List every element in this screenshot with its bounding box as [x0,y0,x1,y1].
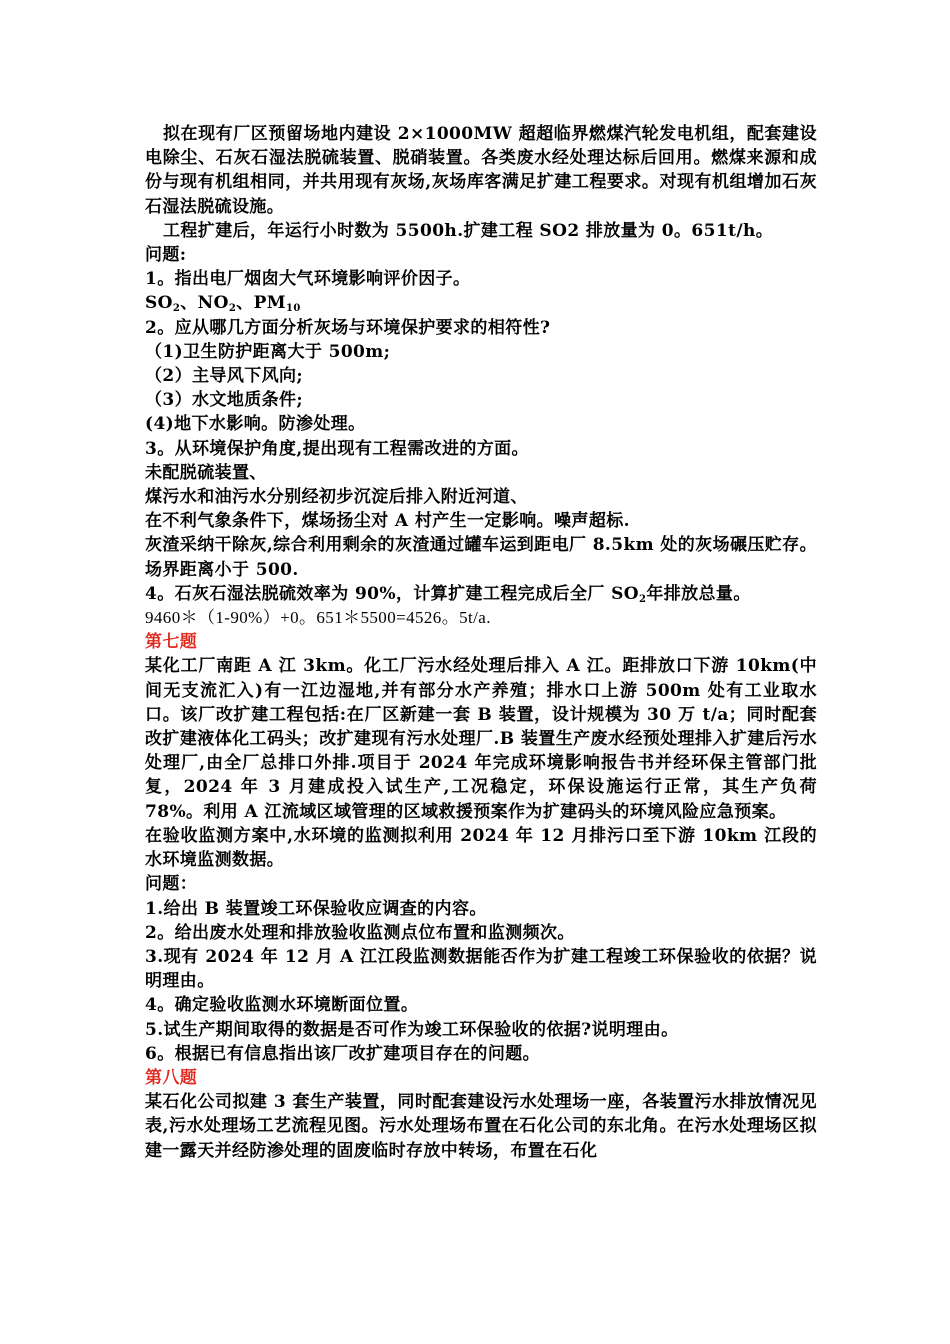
answer-1: $SO_2$、$NO_2$、$PM_{10}$ [145,293,301,315]
answer-3-line-2: 煤污水和油污水分别经初步沉淀后排入附近河道、 [145,487,528,508]
questions-label: 问题: [145,245,187,266]
paragraph-project-intro: 拟在现有厂区预留场地内建设 2×1000MW 超超临界燃煤汽轮发电机组，配套建设电除尘、石灰石湿法脱硫装置、脱硝装置。各类废水经处理达标后回用。燃煤来源和成份与现有机组相同，并共用现有灰场,灰场库客满足扩建工程要求。对现有机组增加石灰石湿法脱硫设施。 [145,124,817,217]
document-page [145,122,817,1163]
section-heading-7: 第七题 [145,632,198,653]
section-heading-8: 第八题 [145,1067,198,1088]
question-7-2: 2。给出废水处理和排放验收监测点位布置和监测频次。 [145,922,575,943]
answer-3-line-3: 在不利气象条件下，煤场扬尘对 A 村产生一定影响。噪声超标. [145,511,630,532]
question-3: 3。从环境保护角度,提出现有工程需改进的方面。 [145,438,529,459]
answer-4-calculation: 9460＊（1-90%）+0。651＊5500=4526。5t/a. [145,608,491,628]
question-7-3: 3.现有 2024 年 12 月 A 江江段监测数据能否作为扩建工程竣工环保验收的依据？说明理由。 [145,946,817,992]
answer-2-item-1: （1)卫生防护距离大于 500m; [145,341,391,362]
question-7-5: 5.试生产期间取得的数据是否可作为竣工环保验收的依据?说明理由。 [145,1019,679,1040]
paragraph-monitoring-plan: 在验收监测方案中,水环境的监测拟利用 2024 年 12 月排污口至下游 10km 江段的水环境监测数据。 [145,825,817,871]
question-4: 4。石灰石湿法脱硫效率为 90%，计算扩建工程完成后全厂 $SO_2$年排放总量。 [145,583,751,605]
answer-3-line-1: 未配脱硫装置、 [145,462,267,483]
paragraph-problem-8: 某石化公司拟建 3 套生产装置，同时配套建设污水处理场一座，各装置污水排放情况见表,污水处理场工艺流程见图。污水处理场布置在石化公司的东北角。在污水处理场区拟建一露天并经防渗处理的固废临时存放中转场，布置在石化 [145,1092,817,1161]
answer-3-line-4: 灰渣采纳干除灰,综合利用剩余的灰渣通过罐车运到距电厂 8.5km 处的灰场碾压贮存。场界距离小于 500. [145,535,817,580]
question-1: 1。指出电厂烟囱大气环境影响评价因子。 [145,269,471,290]
question-7-4: 4。确定验收监测水环境断面位置。 [145,995,419,1016]
answer-2-item-3: （3）水文地质条件; [145,390,304,411]
answer-2-item-2: （2）主导风下风向; [145,366,304,387]
answer-2-item-4: (4)地下水影响。防渗处理。 [145,414,366,435]
paragraph-operation-hours: 工程扩建后，年运行小时数为 5500h.扩建工程 SO2 排放量为 0。651t/h。 [163,220,774,241]
questions-label-7: 问题： [145,874,198,895]
question-2: 2。应从哪几方面分析灰场与环境保护要求的相符性? [145,317,551,338]
question-7-6: 6。根据已有信息指出该厂改扩建项目存在的问题。 [145,1043,541,1064]
question-7-1: 1.给出 B 装置竣工环保验收应调查的内容。 [145,898,487,919]
paragraph-problem-7: 某化工厂南距 A 江 3km。化工厂污水经处理后排入 A 江。距排放口下游 10km(中间无支流汇入)有一江边湿地,并有部分水产养殖；排水口上游 500m 处有工业取水口。该厂改扩建工程包括:在厂区新建一套 B 装置，设计规模为 30 万 t/a；同时配套改扩建液体化工码头；改扩建现有污水处理厂.B 装置生产废水经预处理排入扩建后污水处理厂,由全厂总排口外排.项目于 2024 年完成环境影响报告书并经环保主管部门批复，2024 年 3 月建成投入试生产,工况稳定，环保设施运行正常，其生产负荷 78%。利用 A 江流域区域管理的区域救援预案作为扩建码头的环境风险应急预案。 [145,656,817,822]
